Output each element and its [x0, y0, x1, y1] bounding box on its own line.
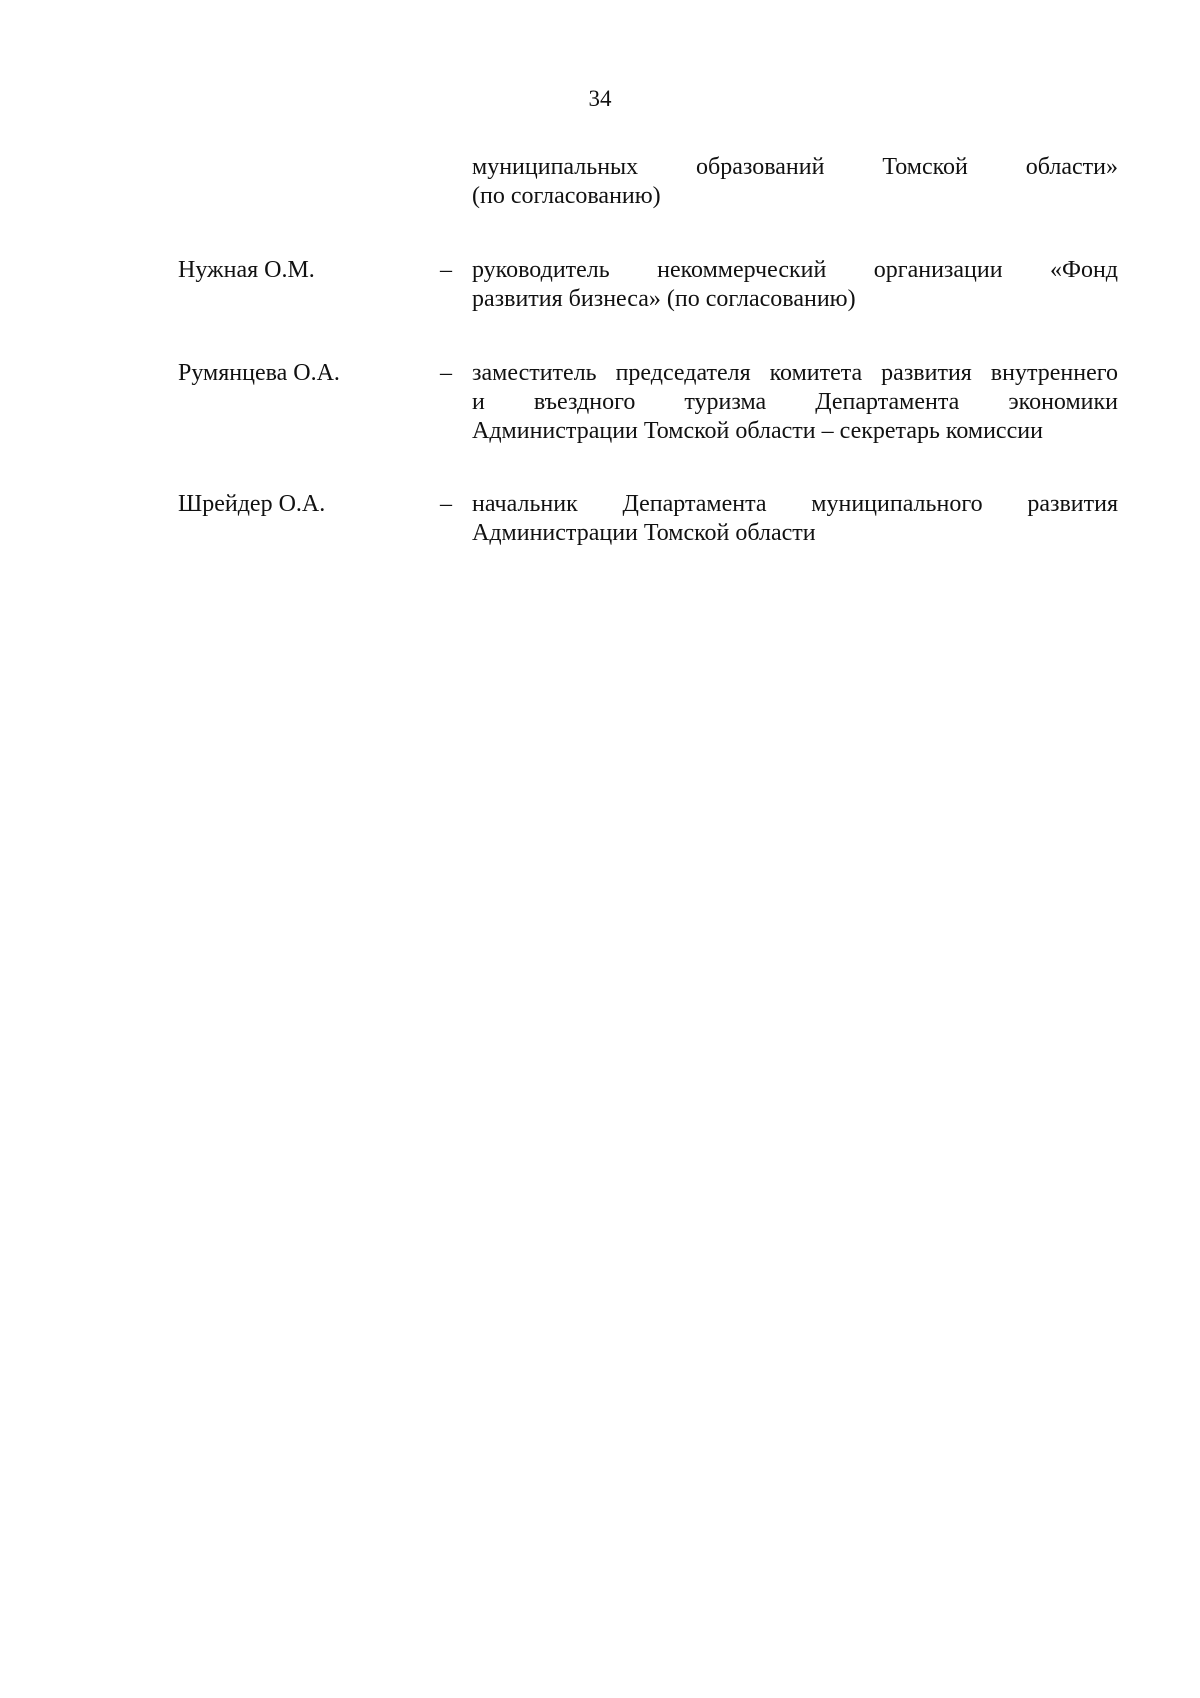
member-description — [472, 359, 1118, 446]
member-name: Румянцева О.А. — [178, 360, 340, 386]
page-number: 34 — [588, 86, 612, 111]
continuation-line-2: (по согласованию) — [472, 183, 661, 209]
member-description-line-1: руководитель некоммерческий организации «Фонд — [472, 257, 1118, 283]
member-description — [472, 490, 1118, 548]
dash-separator: – — [440, 257, 452, 283]
member-name: Шрейдер О.А. — [178, 491, 326, 517]
member-description — [472, 256, 1118, 314]
dash-separator: – — [440, 360, 452, 386]
dash-separator: – — [440, 491, 452, 517]
continuation-description — [472, 153, 1118, 211]
member-name: Нужная О.М. — [178, 257, 315, 283]
member-description-line-1: заместитель председателя комитета развития внутреннего — [472, 360, 1118, 386]
member-description-line-3: Администрации Томской области – секретарь комиссии — [472, 418, 1043, 444]
member-description-line-2: и въездного туризма Департамента экономики — [472, 389, 1118, 415]
continuation-line-1: муниципальных образований Томской области» — [472, 154, 1118, 180]
member-description-line-2: Администрации Томской области — [472, 520, 816, 546]
member-description-line-2: развития бизнеса» (по согласованию) — [472, 286, 856, 312]
member-description-line-1: начальник Департамента муниципального развития — [472, 491, 1118, 517]
